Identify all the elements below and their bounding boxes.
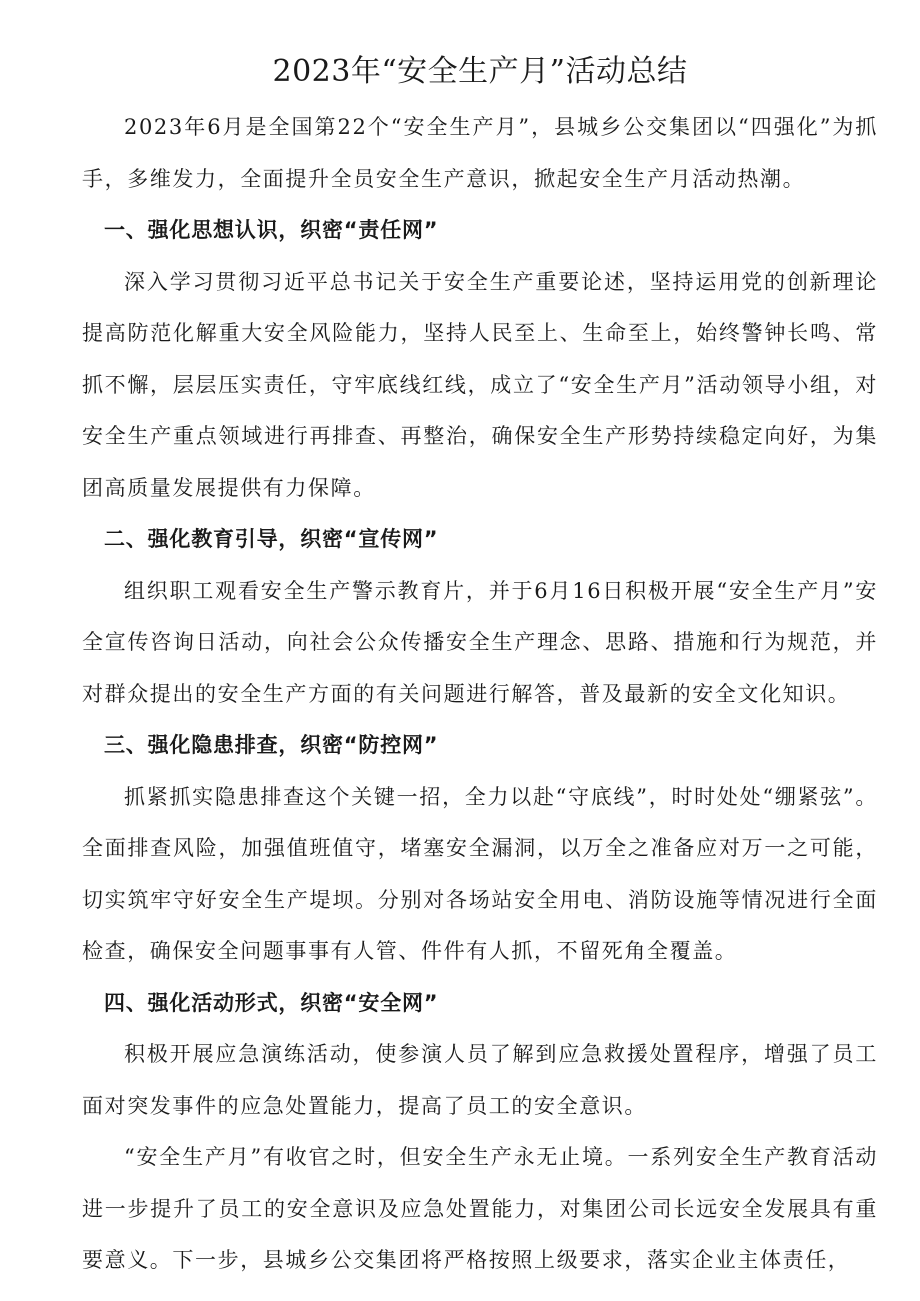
- section-heading-2: 二、强化教育引导，织密“宣传网”: [104, 527, 439, 551]
- document-page: [82, 50, 878, 1287]
- closing-paragraph: “安全生产月”有收官之时，但安全生产永无止境。一系列安全生产教育活动进一步提升了员工的安全意识及应急处置能力，对集团公司长远安全发展具有重要意义。下一步，县城乡公交集团将严格按照上级要求，落实企业主体责任，: [82, 1145, 878, 1272]
- document-title: 2023年“安全生产月”活动总结: [272, 54, 688, 89]
- section-body-3: 抓紧抓实隐患排查这个关键一招，全力以赴“守底线”，时时处处“绷紧弦”。全面排查风险，加强值班值守，堵塞安全漏洞，以万全之准备应对万一之可能，切实筑牢守好安全生产堤坝。分别对各场站安全用电、消防设施等情况进行全面检查，确保安全问题事事有人管、件件有人抓，不留死角全覆盖。: [82, 784, 878, 963]
- section-heading-3: 三、强化隐患排查，织密“防控网”: [104, 733, 439, 757]
- section-body-4: 积极开展应急演练活动，使参演人员了解到应急救援处置程序，增强了员工面对突发事件的应急处置能力，提高了员工的安全意识。: [82, 1042, 878, 1118]
- section-heading-1: 一、强化思想认识，织密“责任网”: [104, 218, 439, 242]
- section-body-2: 组织职工观看安全生产警示教育片，并于6月16日积极开展“安全生产月”安全宣传咨询日活动，向社会公众传播安全生产理念、思路、措施和行为规范，并对群众提出的安全生产方面的有关问题进行解答，普及最新的安全文化知识。: [82, 578, 878, 706]
- intro-paragraph: 2023年6月是全国第22个“安全生产月”，县城乡公交集团以“四强化”为抓手，多维发力，全面提升全员安全生产意识，掀起安全生产月活动热潮。: [82, 115, 878, 191]
- section-body-1: 深入学习贯彻习近平总书记关于安全生产重要论述，坚持运用党的创新理论提高防范化解重大安全风险能力，坚持人民至上、生命至上，始终警钟长鸣、常抓不懈，层层压实责任，守牢底线红线，成立了“安全生产月”活动领导小组，对安全生产重点领域进行再排查、再整治，确保安全生产形势持续稳定向好，为集团高质量发展提供有力保障。: [82, 269, 878, 500]
- section-heading-4: 四、强化活动形式，织密“安全网”: [104, 990, 439, 1015]
